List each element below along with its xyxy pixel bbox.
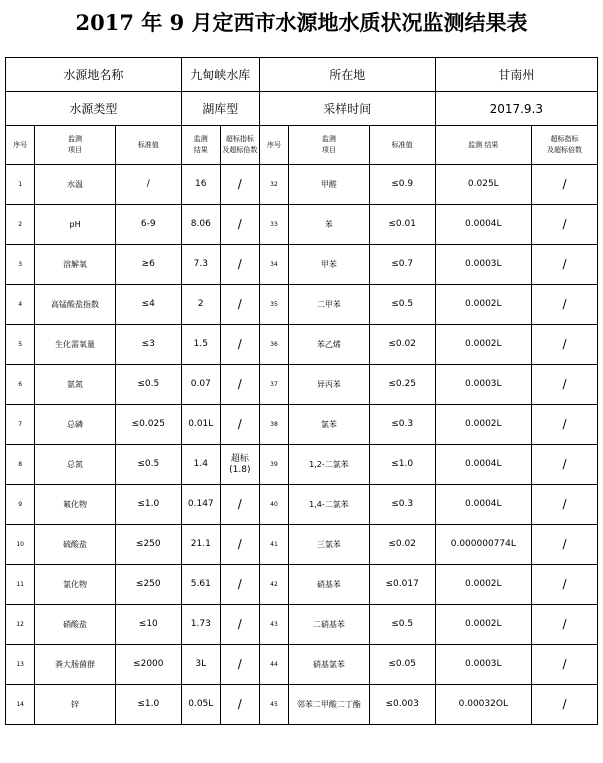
header-standard-2: 标准值 [369,126,435,165]
left-exceed-cell: / [220,365,259,405]
left-exceed-cell: / [220,205,259,245]
left-result-cell: 21.1 [181,525,220,565]
left-item-cell: 总氮 [35,445,116,485]
right-seq-cell: 32 [259,165,288,205]
left-result-cell: 0.07 [181,365,220,405]
right-seq-cell: 38 [259,405,288,445]
right-exceed-cell: / [532,445,598,485]
right-standard-cell: ≤0.02 [369,525,435,565]
left-exceed-cell: / [220,485,259,525]
left-exceed-cell: / [220,645,259,685]
right-standard-cell: ≤0.5 [369,605,435,645]
right-standard-cell: ≤0.02 [369,325,435,365]
table-row [6,485,598,525]
header-exceed-2: 超标指标 及超标倍数 [532,126,598,165]
left-exceed-cell: / [220,165,259,205]
right-item-cell: 硝基苯 [289,565,370,605]
right-exceed-cell: / [532,245,598,285]
sampling-time-value: 2017.9.3 [435,92,597,126]
left-standard-cell: ≤250 [115,525,181,565]
right-seq-cell: 40 [259,485,288,525]
right-seq-cell: 35 [259,285,288,325]
right-item-cell: 氯苯 [289,405,370,445]
right-seq-cell: 36 [259,325,288,365]
left-result-cell: 0.147 [181,485,220,525]
right-standard-cell: ≤0.017 [369,565,435,605]
right-result-cell: 0.0002L [435,285,531,325]
right-seq-cell: 45 [259,685,288,725]
header-item: 监测 项目 [35,126,116,165]
left-result-cell: 0.01L [181,405,220,445]
right-item-cell: 三氯苯 [289,525,370,565]
right-item-cell: 异丙苯 [289,365,370,405]
left-seq-cell: 10 [6,525,35,565]
right-item-cell: 苯乙烯 [289,325,370,365]
right-item-cell: 二硝基苯 [289,605,370,645]
water-quality-table [5,57,598,725]
right-seq-cell: 42 [259,565,288,605]
right-result-cell: 0.0002L [435,565,531,605]
table-row [6,205,598,245]
right-standard-cell: ≤0.3 [369,405,435,445]
table-row [6,325,598,365]
table-row [6,565,598,605]
left-seq-cell: 9 [6,485,35,525]
right-result-cell: 0.0004L [435,205,531,245]
info-row-source [6,58,598,92]
left-item-cell: 溶解氧 [35,245,116,285]
page-title: 2017 年 9 月定西市水源地水质状况监测结果表 [75,10,528,35]
left-item-cell: 锌 [35,685,116,725]
right-exceed-cell: / [532,165,598,205]
left-standard-cell: ≤0.5 [115,365,181,405]
right-result-cell: 0.025L [435,165,531,205]
right-exceed-cell: / [532,605,598,645]
left-standard-cell: ≤250 [115,565,181,605]
right-result-cell: 0.0004L [435,445,531,485]
right-exceed-cell: / [532,525,598,565]
header-result: 监测 结果 [181,126,220,165]
left-standard-cell: ≤0.025 [115,405,181,445]
left-exceed-cell: / [220,605,259,645]
left-item-cell: 水温 [35,165,116,205]
right-result-cell: 0.0002L [435,405,531,445]
right-exceed-cell: / [532,325,598,365]
table-row [6,165,598,205]
header-seq-2: 序号 [259,126,288,165]
table-row [6,365,598,405]
right-seq-cell: 37 [259,365,288,405]
header-exceed: 超标指标 及超标倍数 [220,126,259,165]
left-seq-cell: 13 [6,645,35,685]
right-exceed-cell: / [532,365,598,405]
right-item-cell: 邻苯二甲酸二丁酯 [289,685,370,725]
left-result-cell: 1.5 [181,325,220,365]
right-item-cell: 甲醛 [289,165,370,205]
right-result-cell: 0.00032OL [435,685,531,725]
right-standard-cell: ≤0.003 [369,685,435,725]
header-standard: 标准值 [115,126,181,165]
right-result-cell: 0.0003L [435,645,531,685]
source-name-label: 水源地名称 [6,58,182,92]
right-result-cell: 0.000000774L [435,525,531,565]
left-standard-cell: 6-9 [115,205,181,245]
left-standard-cell: ≥6 [115,245,181,285]
left-exceed-cell: / [220,565,259,605]
right-seq-cell: 44 [259,645,288,685]
left-result-cell: 0.05L [181,685,220,725]
left-item-cell: 硝酸盐 [35,605,116,645]
left-result-cell: 8.06 [181,205,220,245]
source-name-value: 九甸峡水库 [181,58,259,92]
left-exceed-cell: / [220,285,259,325]
left-standard-cell: ≤0.5 [115,445,181,485]
right-standard-cell: ≤0.5 [369,285,435,325]
right-standard-cell: ≤0.3 [369,485,435,525]
right-seq-cell: 33 [259,205,288,245]
left-item-cell: 总磷 [35,405,116,445]
left-item-cell: 粪大肠菌群 [35,645,116,685]
table-row [6,645,598,685]
column-header-row [6,126,598,165]
right-exceed-cell: / [532,405,598,445]
right-standard-cell: ≤0.7 [369,245,435,285]
left-seq-cell: 11 [6,565,35,605]
left-result-cell: 7.3 [181,245,220,285]
right-result-cell: 0.0002L [435,605,531,645]
table-row [6,605,598,645]
right-standard-cell: ≤0.05 [369,645,435,685]
left-exceed-cell: / [220,525,259,565]
right-exceed-cell: / [532,205,598,245]
left-exceed-cell: / [220,685,259,725]
right-item-cell: 硝基氯苯 [289,645,370,685]
left-item-cell: 硫酸盐 [35,525,116,565]
right-exceed-cell: / [532,565,598,605]
left-result-cell: 16 [181,165,220,205]
right-item-cell: 甲苯 [289,245,370,285]
left-seq-cell: 1 [6,165,35,205]
header-item-2: 监测 项目 [289,126,370,165]
left-item-cell: 高锰酸盐指数 [35,285,116,325]
left-standard-cell: ≤10 [115,605,181,645]
right-seq-cell: 43 [259,605,288,645]
header-result-2: 监测 结果 [435,126,531,165]
left-standard-cell: / [115,165,181,205]
left-item-cell: pH [35,205,116,245]
left-seq-cell: 8 [6,445,35,485]
right-item-cell: 二甲苯 [289,285,370,325]
right-item-cell: 1,2-二氯苯 [289,445,370,485]
left-result-cell: 3L [181,645,220,685]
source-type-value: 湖库型 [181,92,259,126]
right-standard-cell: ≤0.01 [369,205,435,245]
left-seq-cell: 6 [6,365,35,405]
right-result-cell: 0.0003L [435,245,531,285]
left-seq-cell: 14 [6,685,35,725]
left-seq-cell: 7 [6,405,35,445]
right-exceed-cell: / [532,645,598,685]
right-seq-cell: 41 [259,525,288,565]
table-row [6,285,598,325]
left-exceed-cell: / [220,405,259,445]
right-standard-cell: ≤1.0 [369,445,435,485]
right-result-cell: 0.0002L [435,325,531,365]
right-item-cell: 苯 [289,205,370,245]
right-exceed-cell: / [532,285,598,325]
source-type-label: 水源类型 [6,92,182,126]
left-seq-cell: 4 [6,285,35,325]
right-seq-cell: 34 [259,245,288,285]
header-seq: 序号 [6,126,35,165]
left-exceed-cell: / [220,325,259,365]
left-standard-cell: ≤1.0 [115,485,181,525]
left-result-cell: 1.73 [181,605,220,645]
left-item-cell: 氯化物 [35,565,116,605]
left-exceed-cell: 超标 (1.8) [220,445,259,485]
right-exceed-cell: / [532,485,598,525]
right-result-cell: 0.0004L [435,485,531,525]
left-seq-cell: 3 [6,245,35,285]
table-row [6,245,598,285]
table-row [6,685,598,725]
info-row-type [6,92,598,126]
right-standard-cell: ≤0.25 [369,365,435,405]
location-value: 甘南州 [435,58,597,92]
left-item-cell: 氟化物 [35,485,116,525]
left-item-cell: 生化需氧量 [35,325,116,365]
right-standard-cell: ≤0.9 [369,165,435,205]
right-item-cell: 1,4-二氯苯 [289,485,370,525]
left-standard-cell: ≤1.0 [115,685,181,725]
left-standard-cell: ≤2000 [115,645,181,685]
right-seq-cell: 39 [259,445,288,485]
left-exceed-cell: / [220,245,259,285]
table-row [6,445,598,485]
left-result-cell: 5.61 [181,565,220,605]
sampling-time-label: 采样时间 [259,92,435,126]
left-item-cell: 氨氮 [35,365,116,405]
left-result-cell: 1.4 [181,445,220,485]
table-row [6,405,598,445]
left-standard-cell: ≤4 [115,285,181,325]
table-row [6,525,598,565]
left-seq-cell: 2 [6,205,35,245]
right-result-cell: 0.0003L [435,365,531,405]
left-seq-cell: 5 [6,325,35,365]
location-label: 所在地 [259,58,435,92]
left-result-cell: 2 [181,285,220,325]
right-exceed-cell: / [532,685,598,725]
left-standard-cell: ≤3 [115,325,181,365]
left-seq-cell: 12 [6,605,35,645]
